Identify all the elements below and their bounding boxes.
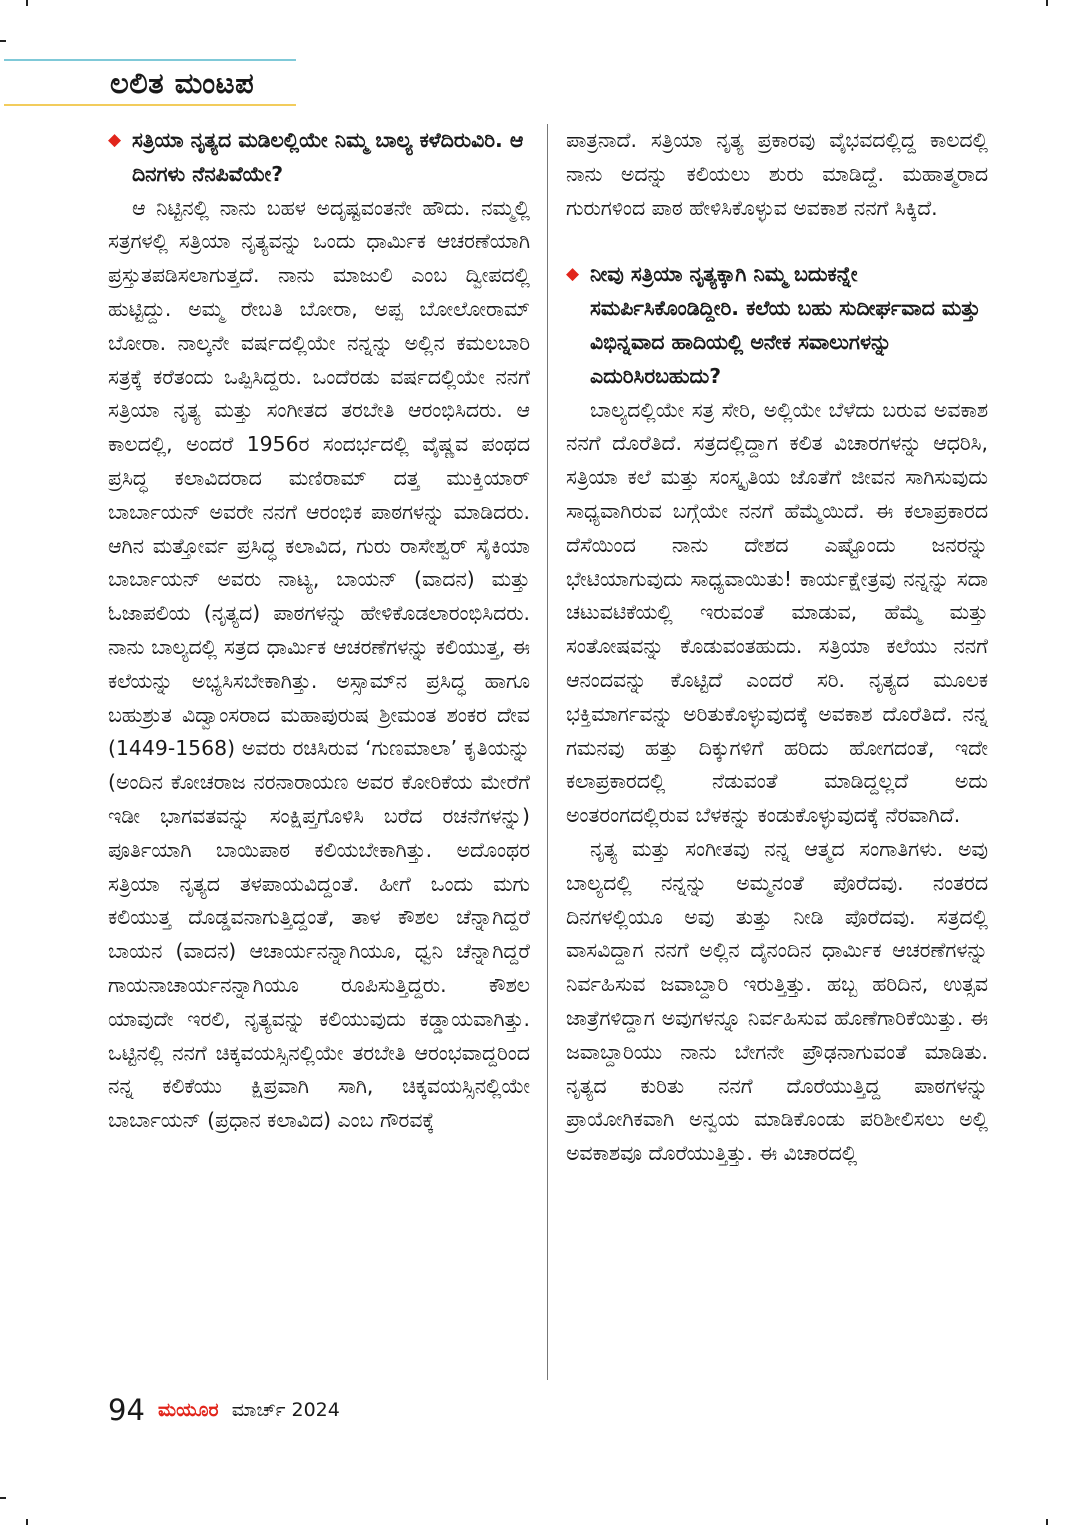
crop-mark <box>0 1497 6 1499</box>
page-number: 94 <box>108 1393 145 1427</box>
issue-date: ಮಾರ್ಚ್ 2024 <box>231 1399 340 1421</box>
interview-answer-continued: ಪಾತ್ರನಾದೆ. ಸತ್ರಿಯಾ ನೃತ್ಯ ಪ್ರಕಾರವು ವೈಭವದಲ್ಲಿದ್ದ ಕಾಲದಲ್ಲಿ ನಾನು ಅದನ್ನು ಕಲಿಯಲು ಶುರು ಮಾಡಿದ್ದೆ. ಮಹಾತ್ಮರಾದ ಗುರುಗಳಿಂದ ಪಾಠ ಹೇಳಿಸಿಕೊಳ್ಳುವ ಅವಕಾಶ ನನಗೆ ಸಿಕ್ಕಿದೆ. <box>566 128 988 220</box>
header-rule-bottom <box>4 104 296 106</box>
interview-answer: ಬಾಲ್ಯದಲ್ಲಿಯೇ ಸತ್ರ ಸೇರಿ, ಅಲ್ಲಿಯೇ ಬೆಳೆದು ಬರುವ ಅವಕಾಶ ನನಗೆ ದೊರೆತಿದೆ. ಸತ್ರದಲ್ಲಿದ್ದಾಗ ಕಲಿತ ವಿಚಾರಗಳನ್ನು ಆಧರಿಸಿ, ಸತ್ರಿಯಾ ಕಲೆ ಮತ್ತು ಸಂಸ್ಕೃತಿಯ ಜೊತೆಗೆ ಜೀವನ ಸಾಗಿಸುವುದು ಸಾಧ್ಯವಾಗಿರುವ ಬಗ್ಗೆಯೇ ನನಗೆ ಹೆಮ್ಮೆಯಿದೆ. ಈ ಕಲಾಪ್ರಕಾರದ ದೆಸೆಯಿಂದ ನಾನು ದೇಶದ ಎಷ್ಟೊಂದು ಜನರನ್ನು ಭೇಟಿಯಾಗುವುದು ಸಾಧ್ಯವಾಯಿತು! ಕಾರ್ಯಕ್ಷೇತ್ರವು ನನ್ನನ್ನು ಸದಾ ಚಟುವಟಿಕೆಯಲ್ಲಿ ಇರುವಂತೆ ಮಾಡುವ, ಹೆಮ್ಮೆ ಮತ್ತು ಸಂತೋಷವನ್ನು ಕೊಡುವಂತಹುದು. ಸತ್ರಿಯಾ ಕಲೆಯು ನನಗೆ ಆನಂದವನ್ನು ಕೊಟ್ಟಿದೆ ಎಂದರೆ ಸರಿ. ನೃತ್ಯದ ಮೂಲಕ ಭಕ್ತಿಮಾರ್ಗವನ್ನು ಅರಿತುಕೊಳ್ಳುವುದಕ್ಕೆ ಅವಕಾಶ ದೊರೆತಿದೆ. ನನ್ನ ಗಮನವು ಹತ್ತು ದಿಕ್ಕುಗಳಿಗೆ ಹರಿದು ಹೋಗದಂತೆ, ಇದೇ ಕಲಾಪ್ರಕಾರದಲ್ಲಿ ನೆಡುವಂತೆ ಮಾಡಿದ್ದಲ್ಲದೆ ಅದು ಅಂತರಂಗದಲ್ಲಿರುವ ಬೆಳಕನ್ನು ಕಂಡುಕೊಳ್ಳುವುದಕ್ಕೆ ನೆರವಾಗಿದೆ. <box>566 397 988 828</box>
page-footer <box>108 1392 340 1428</box>
interview-answer: ನೃತ್ಯ ಮತ್ತು ಸಂಗೀತವು ನನ್ನ ಆತ್ಮದ ಸಂಗಾತಿಗಳು. ಅವು ಬಾಲ್ಯದಲ್ಲಿ ನನ್ನನ್ನು ಅಮ್ಮನಂತೆ ಪೊರೆದವು. ನಂತರದ ದಿನಗಳಲ್ಲಿಯೂ ಅವು ತುತ್ತು ನೀಡಿ ಪೊರೆದವು. ಸತ್ರದಲ್ಲಿ ವಾಸವಿದ್ದಾಗ ನನಗೆ ಅಲ್ಲಿನ ದೈನಂದಿನ ಧಾರ್ಮಿಕ ಆಚರಣೆಗಳನ್ನು ನಿರ್ವಹಿಸುವ ಜವಾಬ್ದಾರಿ ಇರುತ್ತಿತ್ತು. ಹಬ್ಬ ಹರಿದಿನ, ಉತ್ಸವ ಜಾತ್ರೆಗಳಿದ್ದಾಗ ಅವುಗಳನ್ನೂ ನಿರ್ವಹಿಸುವ ಹೊಣೆಗಾರಿಕೆಯಿತ್ತು. ಈ ಜವಾಬ್ದಾರಿಯು ನಾನು ಬೇಗನೇ ಪ್ರೌಢನಾಗುವಂತೆ ಮಾಡಿತು. ನೃತ್ಯದ ಕುರಿತು ನನಗೆ ದೊರೆಯುತ್ತಿದ್ದ ಪಾಠಗಳನ್ನು ಪ್ರಾಯೋಗಿಕವಾಗಿ ಅನ್ವಯ ಮಾಡಿಕೊಂಡು ಪರಿಶೀಲಿಸಲು ಅಲ್ಲಿ ಅವಕಾಶವೂ ದೊರೆಯುತ್ತಿತ್ತು. ಈ ವಿಚಾರದಲ್ಲಿ <box>566 836 988 1166</box>
section-title: ಲಲಿತ ಮಂಟಪ <box>110 66 255 100</box>
paragraph-gap <box>566 225 988 258</box>
crop-mark <box>26 0 28 6</box>
crop-mark <box>1046 0 1048 6</box>
header-rule-top <box>4 59 296 61</box>
interview-answer: ಆ ನಿಟ್ಟಿನಲ್ಲಿ ನಾನು ಬಹಳ ಅದೃಷ್ಟವಂತನೇ ಹೌದು. ನಮ್ಮಲ್ಲಿ ಸತ್ರಗಳಲ್ಲಿ ಸತ್ರಿಯಾ ನೃತ್ಯವನ್ನು ಒಂದು ಧಾರ್ಮಿಕ ಆಚರಣೆಯಾಗಿ ಪ್ರಸ್ತುತಪಡಿಸಲಾಗುತ್ತದೆ. ನಾನು ಮಾಜುಲಿ ಎಂಬ ದ್ವೀಪದಲ್ಲಿ ಹುಟ್ಟಿದ್ದು. ಅಮ್ಮ ರೇಬತಿ ಬೋರಾ, ಅಪ್ಪ ಬೋಲೋರಾಮ್ ಬೋರಾ. ನಾಲ್ಕನೇ ವರ್ಷದಲ್ಲಿಯೇ ನನ್ನನ್ನು ಅಲ್ಲಿನ ಕಮಲಬಾರಿ ಸತ್ರಕ್ಕೆ ಕರೆತಂದು ಒಪ್ಪಿಸಿದ್ದರು. ಒಂದೆರಡು ವರ್ಷದಲ್ಲಿಯೇ ನನಗೆ ಸತ್ರಿಯಾ ನೃತ್ಯ ಮತ್ತು ಸಂಗೀತದ ತರಬೇತಿ ಆರಂಭಿಸಿದರು. ಆ ಕಾಲದಲ್ಲಿ, ಅಂದರೆ 1956ರ ಸಂದರ್ಭದಲ್ಲಿ ವೈಷ್ಣವ ಪಂಥದ ಪ್ರಸಿದ್ಧ ಕಲಾವಿದರಾದ ಮಣಿರಾಮ್ ದತ್ತ ಮುಕ್ತಿಯಾರ್ ಬಾರ್ಬಾಯನ್ ಅವರೇ ನನಗೆ ಆರಂಭಿಕ ಪಾಠಗಳನ್ನು ಮಾಡಿದರು. ಆಗಿನ ಮತ್ತೋರ್ವ ಪ್ರಸಿದ್ಧ ಕಲಾವಿದ, ಗುರು ರಾಸೇಶ್ವರ್ ಸೈಕಿಯಾ ಬಾರ್ಬಾಯನ್ ಅವರು ನಾಟ್ಯ, ಬಾಯನ್ (ವಾದನ) ಮತ್ತು ಓಜಾಪಲಿಯ (ನೃತ್ಯದ) ಪಾಠಗಳನ್ನು ಹೇಳಿಕೊಡಲಾರಂಭಿಸಿದರು. ನಾನು ಬಾಲ್ಯದಲ್ಲಿ ಸತ್ರದ ಧಾರ್ಮಿಕ ಆಚರಣೆಗಳನ್ನು ಕಲಿಯುತ್ತ, ಈ ಕಲೆಯನ್ನು ಅಭ್ಯಸಿಸಬೇಕಾಗಿತ್ತು. ಅಸ್ಸಾಮ್‌ನ ಪ್ರಸಿದ್ಧ ಹಾಗೂ ಬಹುಶ್ರುತ ವಿದ್ವಾಂಸರಾದ ಮಹಾಪುರುಷ ಶ್ರೀಮಂತ ಶಂಕರ ದೇವ (1449-1568) ಅವರು ರಚಿಸಿರುವ ‘ಗುಣಮಾಲಾ’ ಕೃತಿಯನ್ನು (ಅಂದಿನ ಕೋಚರಾಜ ನರನಾರಾಯಣ ಅವರ ಕೋರಿಕೆಯ ಮೇರೆಗೆ ಇಡೀ ಭಾಗವತವನ್ನು ಸಂಕ್ಷಿಪ್ತಗೊಳಿಸಿ ಬರೆದ ರಚನೆಗಳನ್ನು) ಪೂರ್ತಿಯಾಗಿ ಬಾಯಿಪಾಠ ಕಲಿಯಬೇಕಾಗಿತ್ತು. ಅದೊಂಥರ ಸತ್ರಿಯಾ ನೃತ್ಯದ ತಳಪಾಯವಿದ್ದಂತೆ. ಹೀಗೆ ಒಂದು ಮಗು ಕಲಿಯುತ್ತ ದೊಡ್ಡವನಾಗುತ್ತಿದ್ದಂತೆ, ತಾಳ ಕೌಶಲ ಚೆನ್ನಾಗಿದ್ದರೆ ಬಾಯನ (ವಾದನ) ಆಚಾರ್ಯನನ್ನಾಗಿಯೂ, ಧ್ವನಿ ಚೆನ್ನಾಗಿದ್ದರೆ ಗಾಯನಾಚಾರ್ಯನನ್ನಾಗಿಯೂ ರೂಪಿಸುತ್ತಿದ್ದರು. ಕೌಶಲ ಯಾವುದೇ ಇರಲಿ, ನೃತ್ಯವನ್ನು ಕಲಿಯುವುದು ಕಡ್ಡಾಯವಾಗಿತ್ತು. ಒಟ್ಟಿನಲ್ಲಿ ನನಗೆ ಚಿಕ್ಕವಯಸ್ಸಿನಲ್ಲಿಯೇ ತರಬೇತಿ ಆರಂಭವಾದ್ದರಿಂದ ನನ್ನ ಕಲಿಕೆಯು ಕ್ಷಿಪ್ರವಾಗಿ ಸಾಗಿ, ಚಿಕ್ಕವಯಸ್ಸಿನಲ್ಲಿಯೇ ಬಾರ್ಬಾಯನ್ (ಪ್ರಧಾನ ಕಲಾವಿದ) ಎಂಬ ಗೌರವಕ್ಕೆ <box>108 195 530 1133</box>
article-column-right <box>566 124 988 1384</box>
crop-mark <box>1046 1519 1048 1525</box>
column-divider <box>547 124 548 1380</box>
crop-mark <box>26 1519 28 1525</box>
article-column-left <box>108 124 530 1384</box>
magazine-logo: ಮಯೂರ <box>158 1399 219 1421</box>
crop-mark <box>0 40 6 42</box>
interview-question: ◆ ನೀವು ಸತ್ರಿಯಾ ನೃತ್ಯಕ್ಕಾಗಿ ನಿಮ್ಮ ಬದುಕನ್ನೇ ಸಮರ್ಪಿಸಿಕೊಂಡಿದ್ದೀರಿ. ಕಲೆಯ ಬಹು ಸುದೀರ್ಘವಾದ ಮತ್ತು ವಿಭಿನ್ನವಾದ ಹಾದಿಯಲ್ಲಿ ಅನೇಕ ಸವಾಲುಗಳನ್ನು ಎದುರಿಸಿರಬಹುದು? <box>566 258 988 393</box>
interview-question: ◆ ಸತ್ರಿಯಾ ನೃತ್ಯದ ಮಡಿಲಲ್ಲಿಯೇ ನಿಮ್ಮ ಬಾಲ್ಯ ಕಳೆದಿರುವಿರಿ. ಆ ದಿನಗಳು ನೆನಪಿವೆಯೇ? <box>108 124 530 192</box>
